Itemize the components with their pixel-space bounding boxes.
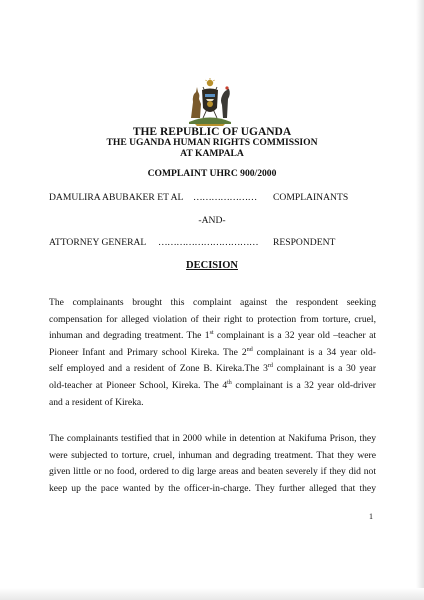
complainants-label: COMPLAINANTS (273, 192, 349, 203)
decision-heading: DECISION (186, 260, 238, 271)
respondent-dots: …………………………… (158, 237, 259, 248)
page-number: 1 (369, 512, 373, 521)
commission-title: THE UGANDA HUMAN RIGHTS COMMISSION (106, 137, 318, 148)
paragraph-line: Pioneer Infant and Primary school Kireka. The 2nd complainant is a 34 year old- (49, 346, 376, 358)
republic-title: THE REPUBLIC OF UGANDA (132, 126, 292, 138)
page-shadow-bottom (0, 588, 424, 600)
page-shadow-right (416, 0, 424, 600)
complainants-name: DAMULIRA ABUBAKER ET AL (49, 192, 184, 203)
respondent-name: ATTORNEY GENERAL (49, 237, 147, 248)
paragraph-line: were subjected to torture, cruel, inhuman and degrading treatment. That they were (49, 449, 376, 461)
location-title: AT KAMPALA (180, 148, 244, 159)
paragraph-line: keep up the pace wanted by the officer-in-charge. They further alleged that they (49, 482, 376, 494)
paragraph-line: The complainants testified that in 2000 while in detention at Nakifuma Prison, they (49, 433, 376, 444)
paragraph-line: old-teacher at Pioneer School, Kireka. The 4th complainant is a 32 year old-driver (49, 379, 376, 391)
paragraph-line: compensation for alleged violation of their right to protection from torture, cruel, (49, 313, 376, 325)
complaint-number: COMPLAINT UHRC 900/2000 (147, 168, 277, 179)
paragraph-line: given little or no food, ordered to dig large areas and beaten severely if they did not (49, 466, 376, 478)
complainants-dots: ………………… (193, 192, 257, 203)
paragraph-1 (49, 295, 376, 411)
respondent-label: RESPONDENT (273, 237, 336, 248)
uganda-coat-of-arms-icon (187, 78, 233, 126)
paragraph-2 (49, 431, 376, 497)
paragraph-line: inhuman and degrading treatment. The 1st complainant is a 32 year old –teacher at (49, 330, 376, 342)
and-separator: -AND- (198, 215, 226, 226)
paragraph-line: The complainants brought this complaint against the respondent seeking (49, 297, 376, 308)
paragraph-line: and a resident of Kireka. (49, 396, 144, 408)
paragraph-line: self employed and a resident of Zone B. Kireka.The 3rd complainant is a 30 year (49, 363, 377, 375)
